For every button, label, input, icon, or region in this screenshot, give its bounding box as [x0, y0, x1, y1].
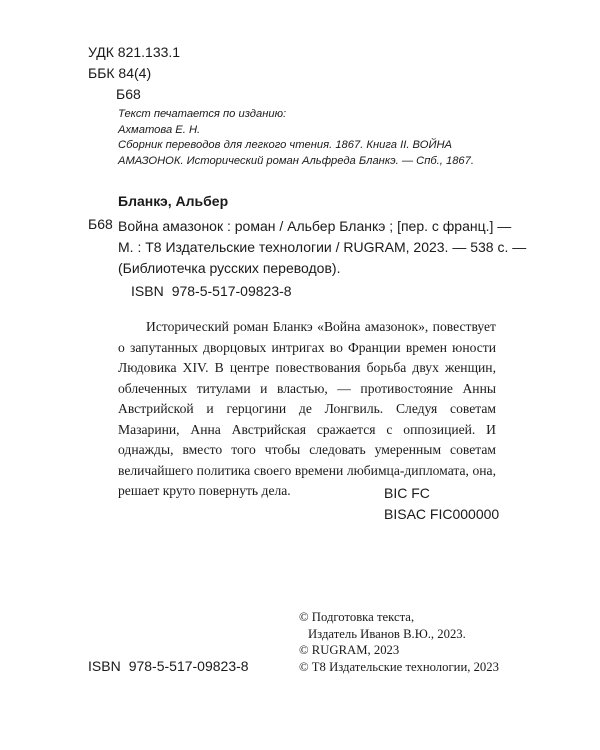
- bisac-code: BISAC FIC000000: [384, 505, 500, 522]
- bibliographic-line: М. : Т8 Издательские технологии / RUGRAM, 2023. — 538 с. —: [118, 239, 527, 255]
- copyright-line: © Подготовка текста,: [299, 610, 415, 624]
- isbn-label: ISBN: [131, 283, 164, 299]
- subject-codes: [384, 483, 499, 524]
- copyright-line: Издатель Иванов В.Ю., 2023.: [308, 626, 466, 641]
- edition-note-line: Сборник переводов для легкого чтения. 1867. Книга II. ВОЙНА: [118, 139, 453, 151]
- classification-codes: [88, 42, 180, 105]
- edition-note-line: АМАЗОНОК. Исторический роман Альфреда Бланкэ. — Спб., 1867.: [118, 154, 474, 167]
- bibliographic-description: [118, 216, 526, 279]
- isbn-number: 978-5-517-09823-8: [128, 658, 249, 674]
- copyright-line: © RUGRAM, 2023: [299, 643, 400, 657]
- author-heading: Бланкэ, Альбер: [118, 193, 229, 209]
- bibliographic-code: Б68: [88, 216, 113, 232]
- udk-code: УДК 821.133.1: [88, 44, 181, 60]
- isbn-record: [131, 283, 292, 299]
- edition-note: [118, 107, 474, 169]
- bic-code: BIC FC: [384, 485, 430, 501]
- author-mark: Б68: [116, 86, 141, 102]
- bbk-code: ББК 84(4): [88, 65, 152, 81]
- isbn-footer: [88, 658, 249, 674]
- copyright-line: © Т8 Издательские технологии, 2023: [299, 659, 499, 674]
- isbn-number: 978-5-517-09823-8: [171, 283, 292, 299]
- edition-note-line: Ахматова Е. Н.: [118, 123, 201, 136]
- bibliographic-line: Война амазонок : роман / Альбер Бланкэ ; [пер. с франц.] —: [118, 218, 512, 234]
- annotation: [118, 317, 496, 502]
- copyright-block: [299, 609, 499, 675]
- annotation-text: Исторический роман Бланкэ «Война амазонок», повествует о запутанных дворцовых интригах во Франции времен юности Людовика XIV. В центре повествования борьба двух женщин, облеченных титулами и властью, — противостояние Анны Австрийской и герцогини де Лонгвиль. Следуя советам Мазарини, Анна Австрийская сражается с оппозицией. И однажды, вместо того чтобы следовать умеренным советам величайшего политика своего времени любимца-дипломата, она, решает круто повернуть дела.: [118, 319, 496, 498]
- edition-note-intro: Текст печатается по изданию:: [118, 108, 287, 120]
- isbn-label: ISBN: [88, 658, 121, 674]
- bibliographic-line: (Библиотечка русских переводов).: [118, 260, 341, 276]
